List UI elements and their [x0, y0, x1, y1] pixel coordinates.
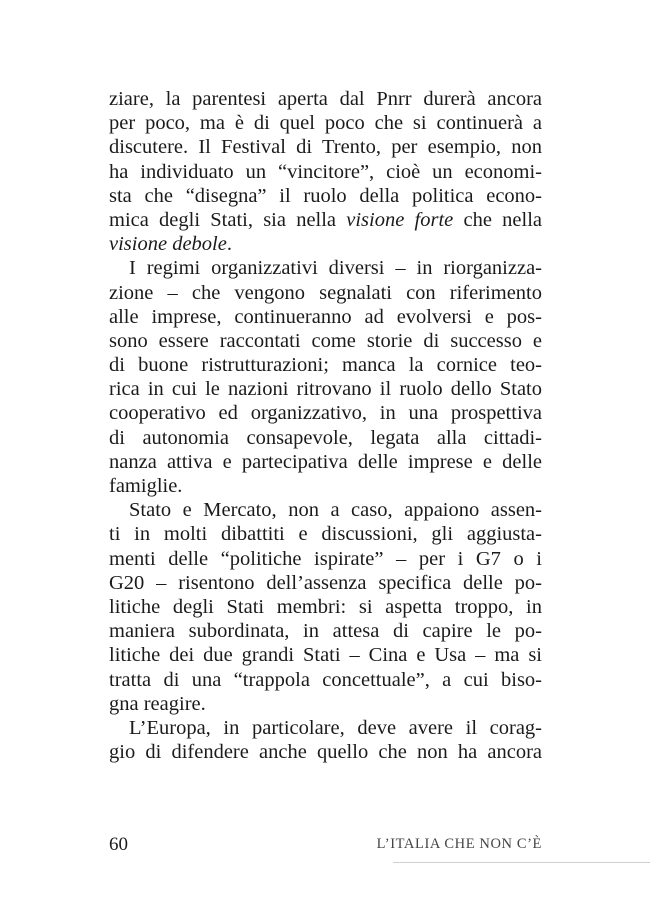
paragraph-first-line: I regimi organizzativi diversi – in riorganizza- — [129, 257, 542, 280]
text-line: discutere. Il Festival di Trento, per esempio, non — [109, 136, 542, 159]
text-line: zione – che vengono segnalati con riferimento — [109, 281, 542, 304]
text-line: alle imprese, continueranno ad evolversi e pos- — [109, 305, 542, 328]
text-line: maniera subordinata, in attesa di capire le po- — [109, 620, 542, 643]
text-line: di autonomia consapevole, legata alla cittadi- — [109, 426, 542, 449]
text-line: gna reagire. — [109, 692, 206, 715]
text-span: che nella — [453, 208, 542, 231]
text-line: menti delle “politiche ispirate” – per i G7 o i — [109, 547, 542, 570]
running-title: L’ITALIA CHE NON C’È — [376, 836, 542, 852]
text-line: ti in molti dibattiti e discussioni, gli aggiusta- — [109, 523, 542, 546]
text-line: gio di difendere anche quello che non ha ancora — [109, 741, 542, 764]
text-line: ha individuato un “vincitore”, cioè un economi- — [109, 160, 542, 183]
text-line: litiche degli Stati membri: si aspetta troppo, in — [109, 595, 542, 618]
text-line: sta che “disegna” il ruolo della politica econo- — [109, 184, 542, 207]
text-line: tratta di una “trappola concettuale”, a cui biso- — [109, 668, 542, 691]
italic-span: visione forte — [346, 208, 454, 231]
text-line: cooperativo ed organizzativo, in una prospettiva — [109, 402, 542, 425]
text-span: . — [226, 233, 232, 256]
text-line: sono essere raccontati come storie di successo e — [109, 329, 542, 352]
body-text — [109, 87, 542, 764]
page-number: 60 — [109, 834, 128, 855]
paragraph-first-line: L’Europa, in particolare, deve avere il corag- — [129, 716, 542, 739]
text-span: mica degli Stati, sia nella — [109, 208, 347, 231]
text-line: ziare, la parentesi aperta dal Pnrr durerà ancora — [109, 88, 542, 110]
text-line-mixed — [109, 232, 542, 256]
text-line: rica in cui le nazioni ritrovano il ruolo dello Stato — [109, 378, 542, 401]
footer-divider — [393, 862, 650, 863]
text-line: famiglie. — [109, 475, 183, 497]
text-line: litiche dei due grandi Stati – Cina e Usa – ma si — [109, 644, 542, 667]
text-line: nanza attiva e partecipativa delle imprese e delle — [109, 450, 542, 473]
paragraph-first-line: Stato e Mercato, non a caso, appaiono assen- — [129, 499, 542, 522]
italic-span: visione debole — [109, 233, 227, 256]
text-line: di buone ristrutturazioni; manca la cornice teo- — [109, 354, 542, 377]
text-line: G20 – risentono dell’assenza specifica delle po- — [109, 571, 542, 594]
text-line: per poco, ma è di quel poco che si continuerà a — [109, 112, 542, 135]
text-line-mixed — [109, 208, 542, 232]
